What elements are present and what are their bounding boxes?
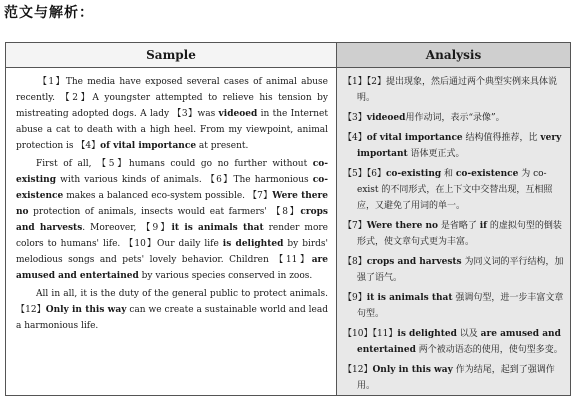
sample-column-header: Sample — [6, 43, 336, 68]
highlighted-phrase: Were there no — [16, 191, 328, 217]
text-run: 和 — [441, 169, 456, 179]
highlighted-phrase: is delighted — [222, 239, 284, 249]
text-run: 【8】 — [343, 257, 367, 267]
analysis-item-6 — [343, 254, 566, 286]
text-run: 【9】 — [343, 293, 367, 303]
text-run: makes a balanced eco-system possible. 【7】 — [63, 191, 273, 201]
text-run: 的虚拟句型的倒装形式，使文章句式更为丰富。 — [357, 221, 562, 247]
highlighted-phrase: of vital importance — [366, 133, 463, 143]
analysis-item-3 — [343, 130, 566, 162]
analysis-item-2 — [343, 110, 566, 126]
text-run: 作为结尾，起到了强调作用。 — [357, 365, 555, 391]
sample-column — [6, 43, 337, 395]
analysis-item-8 — [343, 326, 566, 358]
text-run: 为同义词的平行结构，加强了语气。 — [357, 257, 564, 283]
text-run: by various species conserved in zoos. — [138, 271, 313, 281]
text-run: by birds' melodious songs and pets' lovely behavior. Children 【11】 — [16, 239, 328, 265]
text-run: at present. — [196, 141, 249, 151]
text-run: 【1】The media have exposed several cases of animal abuse recently. 【2】A youngster attempted to relieve his tension by mistreating adopted dogs. A lady 【3】was — [16, 77, 328, 119]
highlighted-phrase: very important — [357, 133, 562, 159]
highlighted-phrase: co-existence — [455, 169, 519, 179]
text-run: 【10】【11】 — [343, 329, 398, 339]
text-run: 两个被动语态的使用，使句型多变。 — [415, 345, 563, 355]
analysis-column — [337, 43, 570, 395]
text-run: protection of animals, insects would eat farmers' 【8】 — [28, 207, 301, 217]
text-run: 【4】 — [343, 133, 367, 143]
text-run: . Moreover, 【9】 — [82, 223, 172, 233]
text-run: 是省略了 — [438, 221, 480, 231]
highlighted-phrase: co-existing — [385, 169, 442, 179]
highlighted-phrase: crops and harvests — [16, 207, 328, 233]
text-run: First of all, 【5】humans could go no further without — [36, 159, 313, 169]
text-run: 【1】【2】提出现象，然后通过两个典型实例来具体说明。 — [343, 77, 557, 103]
highlighted-phrase: is delighted — [397, 329, 457, 339]
sample-text — [6, 68, 336, 334]
highlighted-phrase: Were there no — [366, 221, 439, 231]
highlighted-phrase: it is animals that — [366, 293, 453, 303]
text-run: 【12】 — [343, 365, 373, 375]
text-run: 以及 — [456, 329, 481, 339]
highlighted-phrase: co-existing — [16, 159, 328, 185]
section-heading: 范文与解析： — [4, 5, 94, 21]
text-run: 为 co-exist 的不同形式，在上下文中交替出现，互相照应，又避免了用词的单一。 — [357, 169, 553, 211]
text-run: 语体更正式。 — [407, 149, 465, 159]
highlighted-phrase: are amused and entertained — [357, 329, 561, 355]
highlighted-phrase: crops and harvests — [366, 257, 462, 267]
analysis-item-7 — [343, 290, 566, 322]
sample-paragraph-2 — [16, 156, 328, 284]
highlighted-phrase: co-existence — [16, 175, 328, 201]
text-run: All in all, it is the duty of the general public to protect animals. 【12】 — [16, 289, 328, 315]
highlighted-phrase: Only in this way — [45, 305, 127, 315]
text-run: can we create a sustainable world and lead a harmonious life. — [16, 305, 329, 331]
highlighted-phrase: of vital importance — [100, 141, 197, 151]
highlighted-phrase: Only in this way — [372, 365, 453, 375]
highlighted-phrase: it is animals that — [171, 223, 264, 233]
highlighted-phrase: videoed — [218, 109, 258, 119]
analysis-list — [337, 68, 570, 394]
text-run: 强调句型，进一步丰富文章句型。 — [357, 293, 564, 319]
text-run: 【3】 — [343, 113, 367, 123]
text-run: 用作动词，表示“录像”。 — [405, 113, 505, 123]
highlighted-phrase: if — [479, 221, 488, 231]
highlighted-phrase: videoed — [366, 113, 406, 123]
analysis-item-5 — [343, 218, 566, 250]
analysis-item-4 — [343, 166, 566, 214]
sample-paragraph-3 — [16, 286, 328, 334]
highlighted-phrase: are amused and entertained — [16, 255, 328, 281]
text-run: with various kinds of animals. 【6】The harmonious — [56, 175, 313, 185]
text-run: in the Internet abuse a cat to death with a high heel. From my viewpoint, animal protection is 【4】 — [16, 109, 328, 151]
analysis-column-header: Analysis — [337, 43, 570, 68]
analysis-item-9 — [343, 362, 566, 394]
analysis-item-1 — [343, 74, 566, 106]
sample-analysis-table — [5, 42, 571, 396]
sample-paragraph-1 — [16, 74, 328, 154]
text-run: 【5】【6】 — [343, 169, 386, 179]
text-run: 结构值得推荐，比 — [462, 133, 541, 143]
text-run: render more colors to humans' life. 【10】Our daily life — [16, 223, 328, 249]
text-run: 【7】 — [343, 221, 367, 231]
